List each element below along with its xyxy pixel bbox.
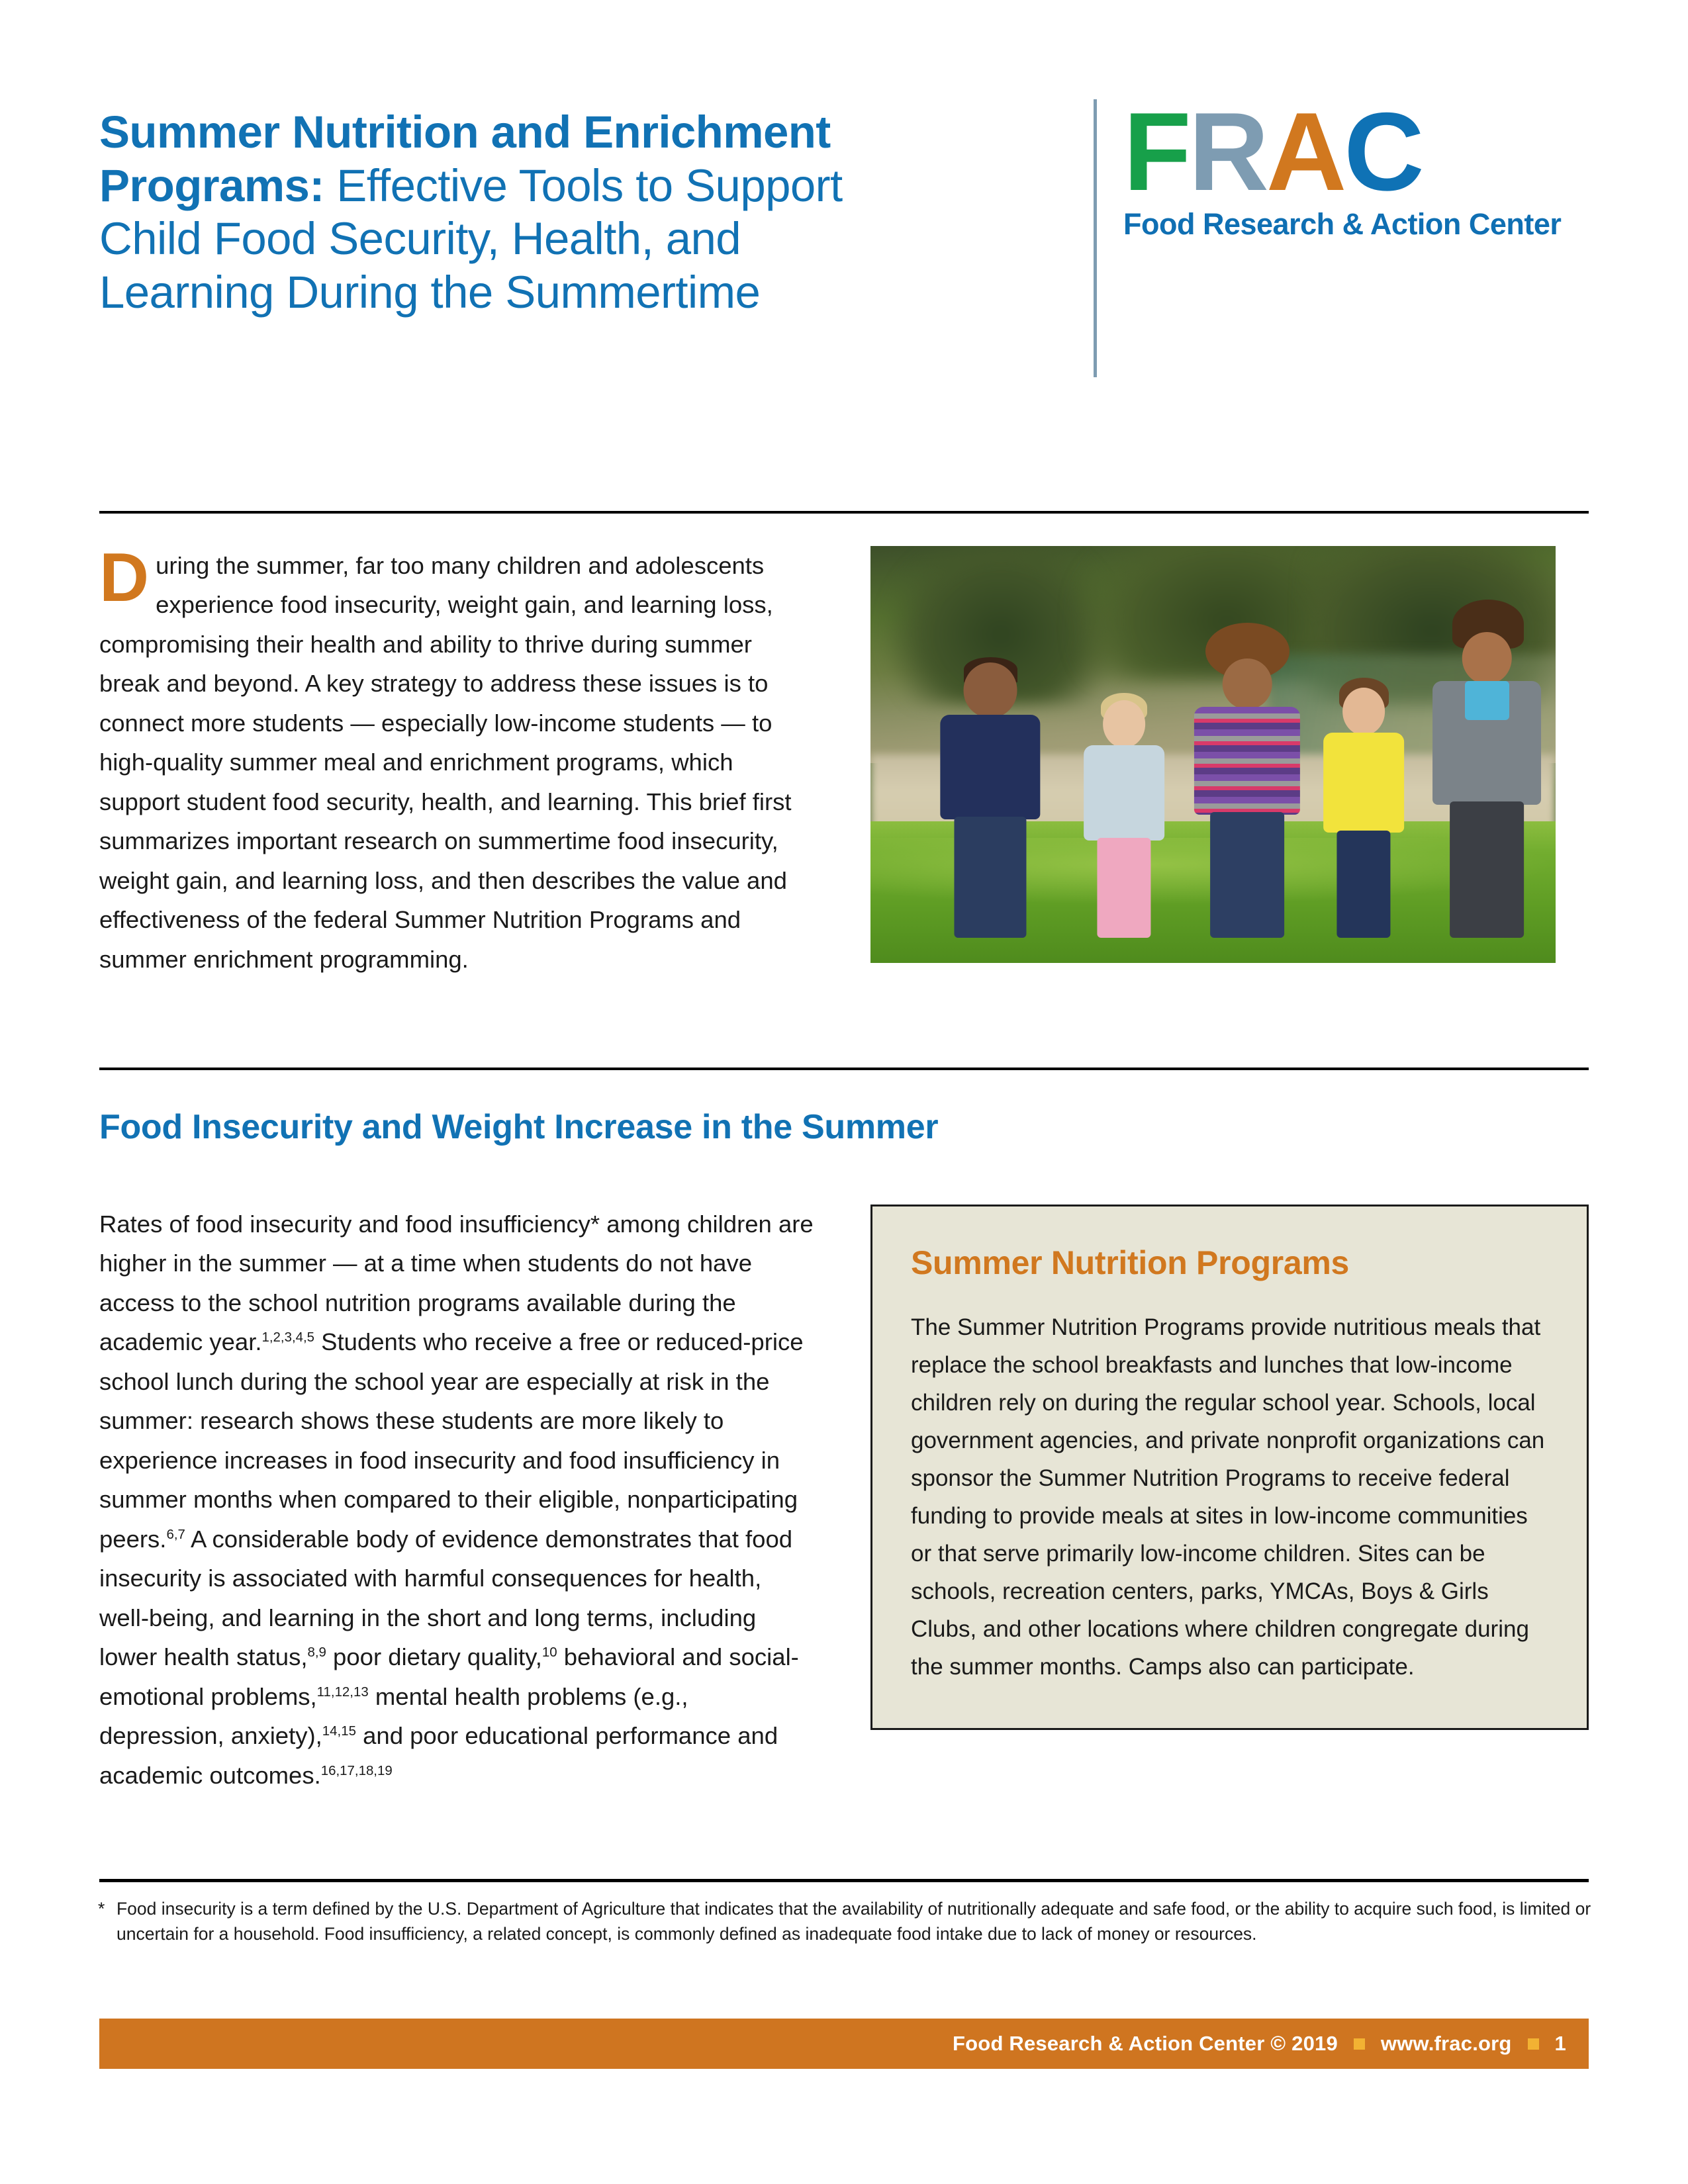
page-footer [99, 2019, 1589, 2069]
frac-logo-tagline: Food Research & Action Center [1123, 206, 1562, 241]
body-text-g: and poor educational performance and academic outcomes. [99, 1722, 778, 1789]
children-running-photo [870, 546, 1556, 963]
horizontal-rule-top [99, 511, 1589, 514]
footer-content [953, 2032, 1566, 2056]
citation-4: 10 [541, 1645, 557, 1661]
footer-separator-square-1 [1354, 2038, 1365, 2050]
title-line-2-bold: Programs: [99, 159, 324, 211]
citation-5: 11,12,13 [316, 1684, 369, 1700]
intro-paragraph [99, 539, 818, 979]
body-text-c: A considerable body of evidence demonstrates that food insecurity is associated with harmful consequences for health, well-being, and learning in the short and long terms, including lower health status, [99, 1525, 793, 1671]
callout-body: The Summer Nutrition Programs provide nutritious meals that replace the school breakfasts and lunches that low-income children rely on during the regular school year. Schools, local government agencies, and private nonprofit organizations can sponsor the Summer Nutrition Programs to receive federal funding to provide meals at sites in low-income communities or that serve primarily low-income children. Sites can be schools, recreation centers, parks, YMCAs, Boys & Girls Clubs, and other locations where children congregate during the summer months. Camps also can participate. [911, 1314, 1545, 1680]
logo-letter-r: R [1188, 89, 1266, 214]
citation-6: 14,15 [322, 1723, 356, 1739]
body-text-b: Students who receive a free or reduced-price school lunch during the school year are especially at risk in the summer: research shows these students are more likely to experience increases in food insecurity and food insufficiency in summer months when compared to their eligible, nonparticipating peers. [99, 1328, 804, 1553]
footnote [98, 1897, 1594, 1946]
footer-page-number: 1 [1554, 2032, 1566, 2055]
frac-logo-letters [1123, 89, 1561, 214]
title-block [99, 99, 1079, 320]
body-text-d: poor dietary quality, [326, 1643, 542, 1671]
body-text-f: mental health problems (e.g., depression, anxiety), [99, 1682, 688, 1750]
footnote-marker: * [98, 1899, 105, 1919]
citation-7: 16,17,18,19 [320, 1762, 393, 1778]
citation-1: 1,2,3,4,5 [261, 1330, 315, 1345]
title-line-3: Child Food Security, Health, and [99, 213, 741, 265]
photo-child-5 [1425, 613, 1548, 938]
page-title [99, 106, 1079, 320]
footer-separator-square-2 [1528, 2038, 1539, 2050]
body-paragraph [99, 1205, 818, 1795]
title-line-1: Summer Nutrition and Enrichment [99, 107, 831, 158]
body-text-e: behavioral and social-emotional problems, [99, 1643, 799, 1710]
photo-child-2 [1076, 700, 1172, 938]
intro-text-body: uring the summer, far too many children and adolescents experience food insecurity, weight gain, and learning loss, compromising their health and ability to thrive during summer break and beyond. A key strategy to address these issues is to connect more students — especially low-income students — to high-quality summer meal and enrichment programs, which support student food security, health, and learning. This brief first summarizes important research on summertime food insecurity, weight gain, and learning loss, and then describes the value and effectiveness of the federal Summer Nutrition Programs and summer enrichment programming. [99, 552, 792, 973]
footnote-text: Food insecurity is a term defined by the U.S. Department of Agriculture that indicates that the availability of nutritionally adequate and safe food, or the ability to acquire such food, is limited or uncertain for a household. Food insufficiency, a related concept, is commonly defined as inadequate food intake due to lack of money or resources. [117, 1899, 1591, 1944]
footer-organization: Food Research & Action Center © 2019 [953, 2032, 1338, 2055]
section-heading: Food Insecurity and Weight Increase in the Summer [99, 1108, 939, 1146]
citation-3: 8,9 [307, 1645, 326, 1661]
footer-website-link[interactable]: www.frac.org [1380, 2032, 1512, 2055]
horizontal-rule-footnote [99, 1879, 1589, 1882]
drop-cap: D [99, 539, 150, 616]
callout-title: Summer Nutrition Programs [911, 1244, 1350, 1281]
photo-child-1 [932, 662, 1049, 938]
intro-section [99, 539, 1589, 979]
summer-nutrition-programs-callout [870, 1205, 1589, 1730]
frac-logo [1123, 89, 1562, 242]
citation-2: 6,7 [166, 1526, 185, 1542]
photo-child-3 [1186, 638, 1309, 938]
logo-letter-a: A [1266, 89, 1344, 214]
logo-letter-c: C [1344, 89, 1422, 214]
header-vertical-divider [1094, 99, 1097, 377]
title-line-2-rest: Effective Tools to Support [324, 159, 843, 211]
body-text-a: Rates of food insecurity and food insufficiency* among children are higher in the summer — at a time when students do not have access to the school nutrition programs available during the academic year. [99, 1210, 814, 1356]
title-line-4: Learning During the Summertime [99, 267, 761, 318]
horizontal-rule-middle [99, 1068, 1589, 1070]
logo-letter-f: F [1123, 89, 1189, 214]
document-header [99, 89, 1589, 404]
photo-child-4 [1316, 688, 1412, 938]
main-content [99, 1205, 1589, 1795]
